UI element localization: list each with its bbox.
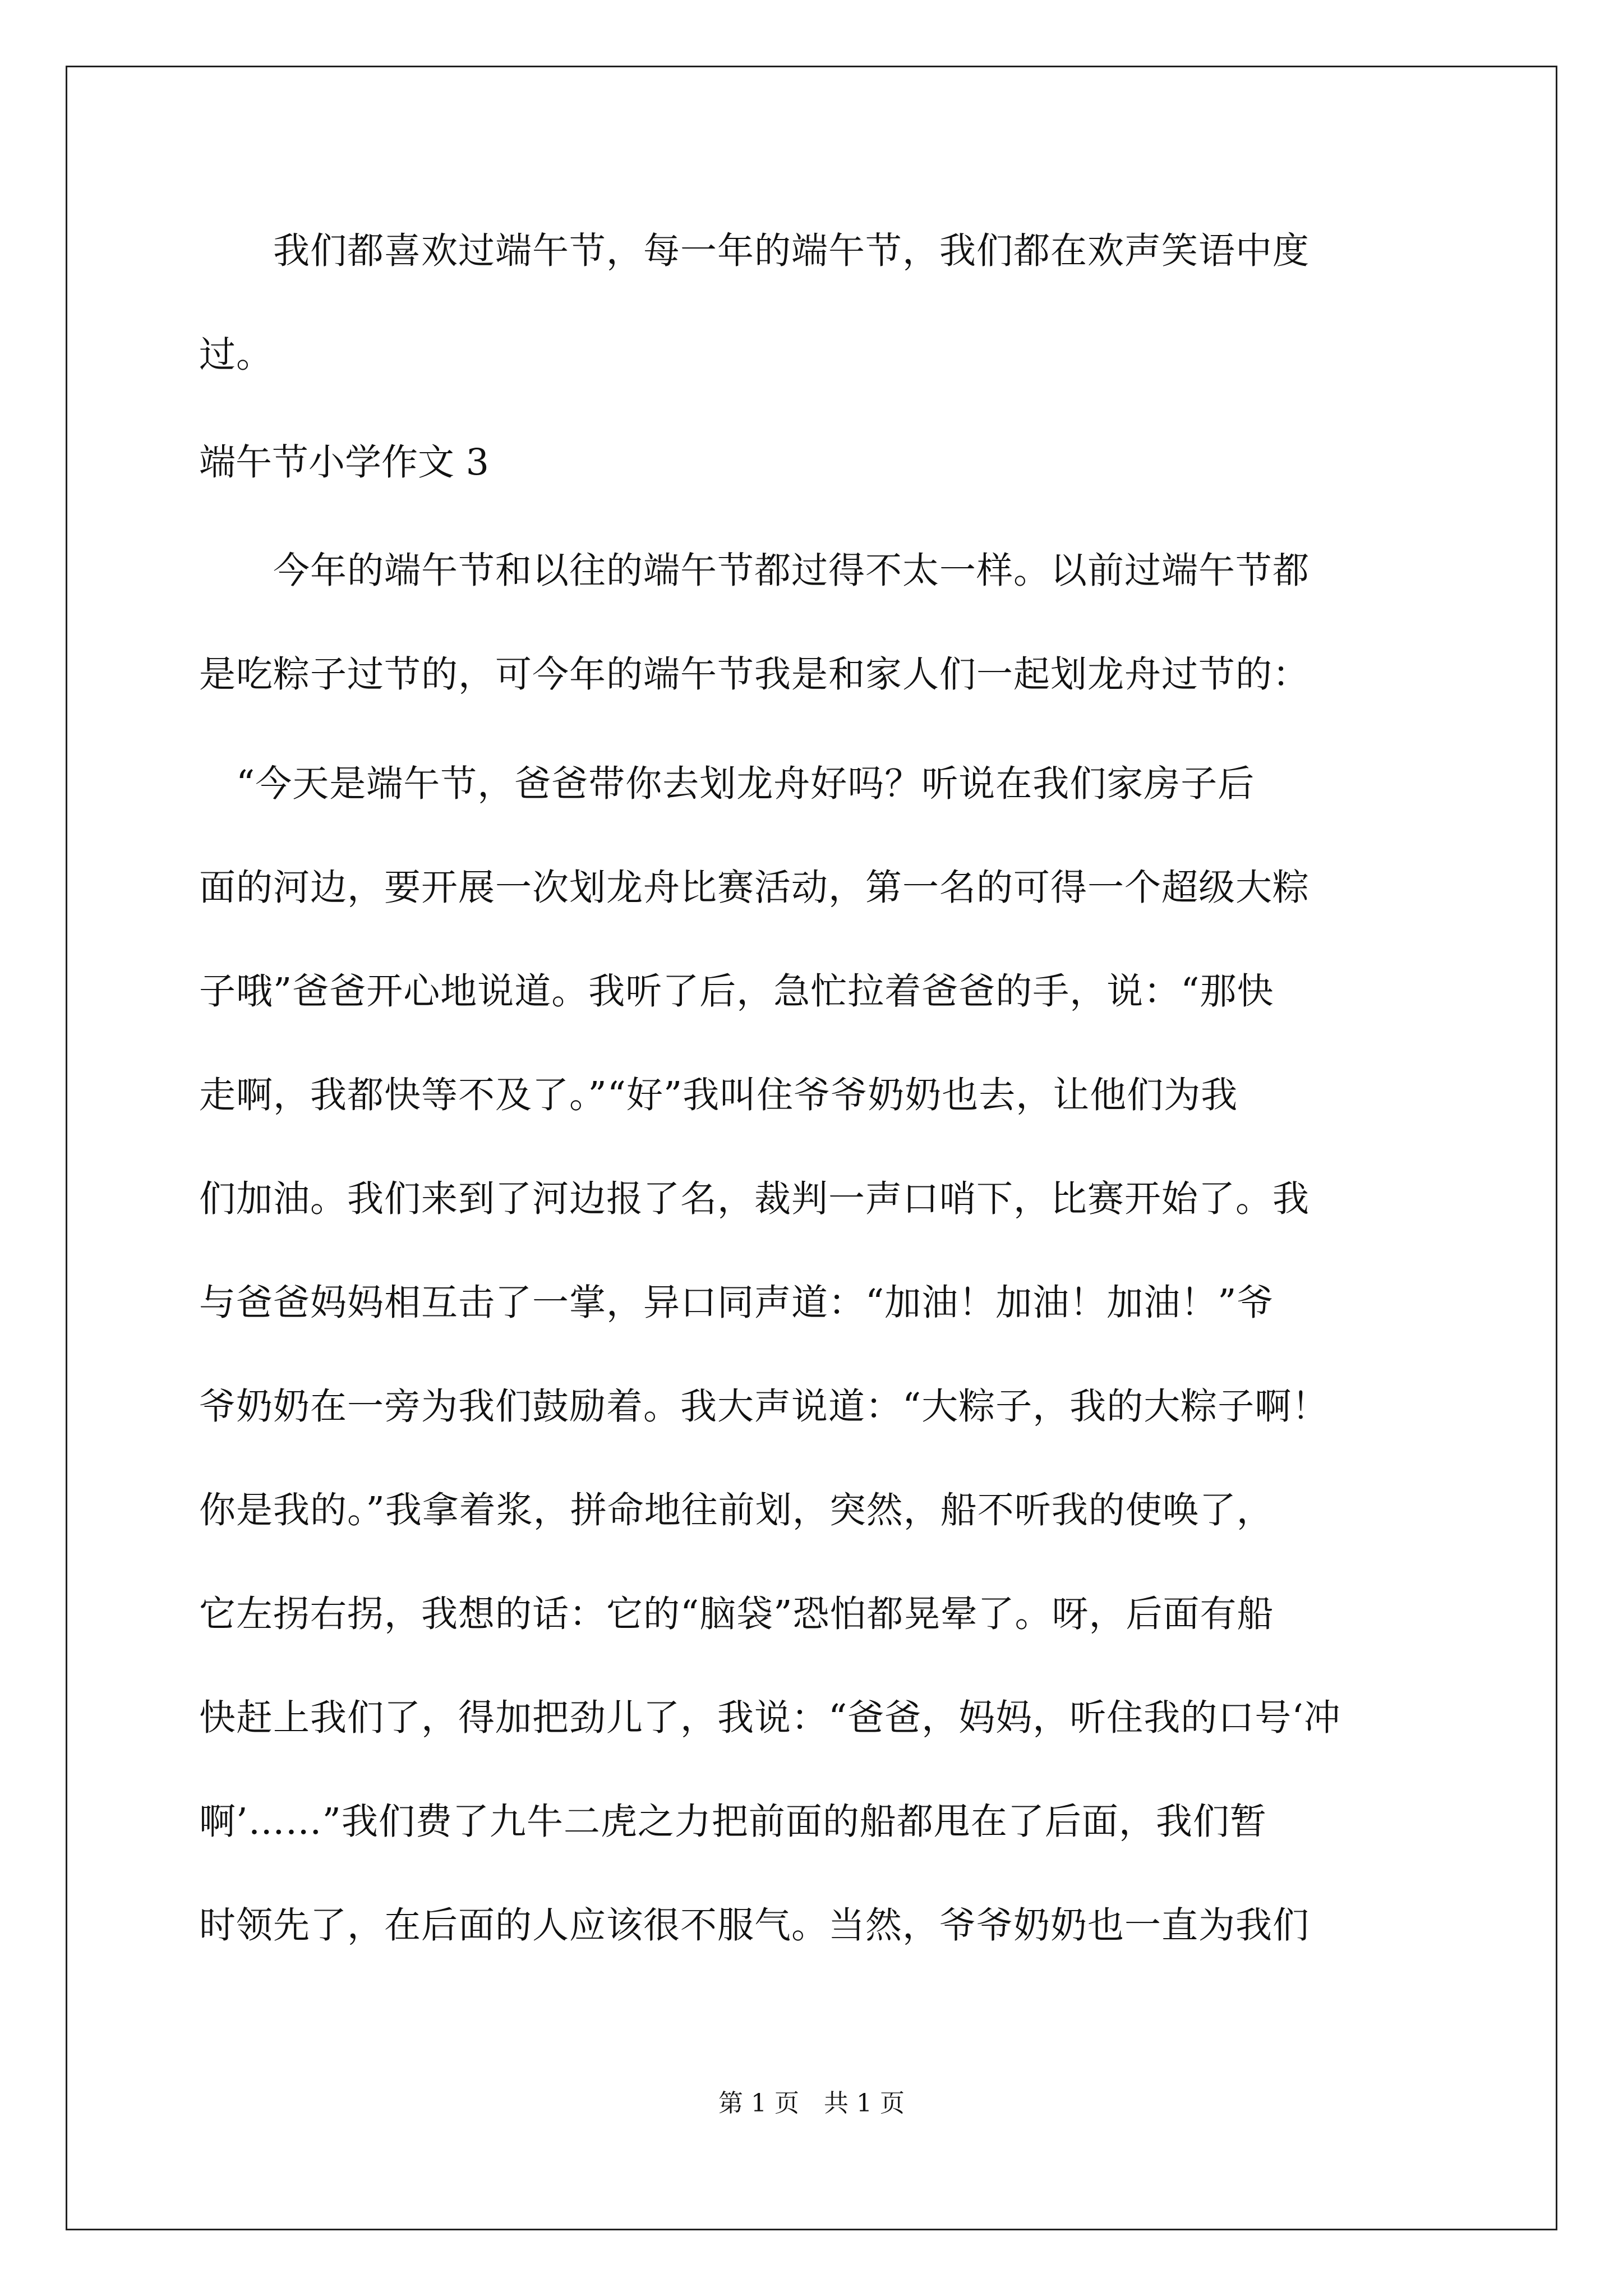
paragraph-line: 时领先了，在后面的人应该很不服气。当然，爷爷奶奶也一直为我们 (199, 1904, 1310, 1947)
paragraph-line: 走啊，我都快等不及了。”“好”我叫住爷爷奶奶也去，让他们为我 (199, 1074, 1238, 1116)
paragraph-line: 们加油。我们来到了河边报了名，裁判一声口哨下，比赛开始了。我 (199, 1178, 1310, 1220)
paragraph-2 (199, 519, 1436, 726)
paragraph-line: 你是我的。”我拿着浆，拼命地往前划，突然，船不听我的使唤了， (199, 1489, 1274, 1531)
paragraph-line: 快赶上我们了，得加把劲儿了，我说：“爸爸，妈妈，听住我的口号‘冲 (199, 1697, 1341, 1739)
paragraph-1 (199, 199, 1436, 407)
paragraph-line: 面的河边，要开展一次划龙舟比赛活动，第一名的可得一个超级大粽 (199, 867, 1310, 909)
paragraph-line: 我们都喜欢过端午节，每一年的端午节，我们都在欢声笑语中度 (199, 230, 1310, 272)
paragraph-line: 过。 (199, 334, 274, 376)
paragraph-line: “今天是端午节，爸爸带你去划龙舟好吗？听说在我们家房子后 (199, 763, 1255, 805)
section-heading: 端午节小学作文 3 (199, 441, 490, 484)
paragraph-line: 是吃粽子过节的，可今年的端午节我是和家人们一起划龙舟过节的： (199, 654, 1310, 696)
paragraph-line: 与爸爸妈妈相互击了一掌，异口同声道：“加油！加油！加油！”爷 (199, 1282, 1274, 1324)
paragraph-line: 今年的端午节和以往的端午节都过得不太一样。以前过端午节都 (199, 550, 1310, 592)
paragraph-line: 啊’……”我们费了九牛二虎之力把前面的船都甩在了后面，我们暂 (199, 1801, 1267, 1843)
paragraph-line: 它左拐右拐，我想的话：它的“脑袋”恐怕都晃晕了。呀，后面有船 (199, 1593, 1274, 1635)
page-number-footer: 第 1 页 共 1 页 (718, 2089, 905, 2118)
paragraph-line: 子哦”爸爸开心地说道。我听了后，急忙拉着爸爸的手，说：“那快 (199, 970, 1274, 1013)
paragraph-3 (199, 732, 1436, 1977)
paragraph-line: 爷奶奶在一旁为我们鼓励着。我大声说道：“大粽子，我的大粽子啊！ (199, 1386, 1329, 1428)
